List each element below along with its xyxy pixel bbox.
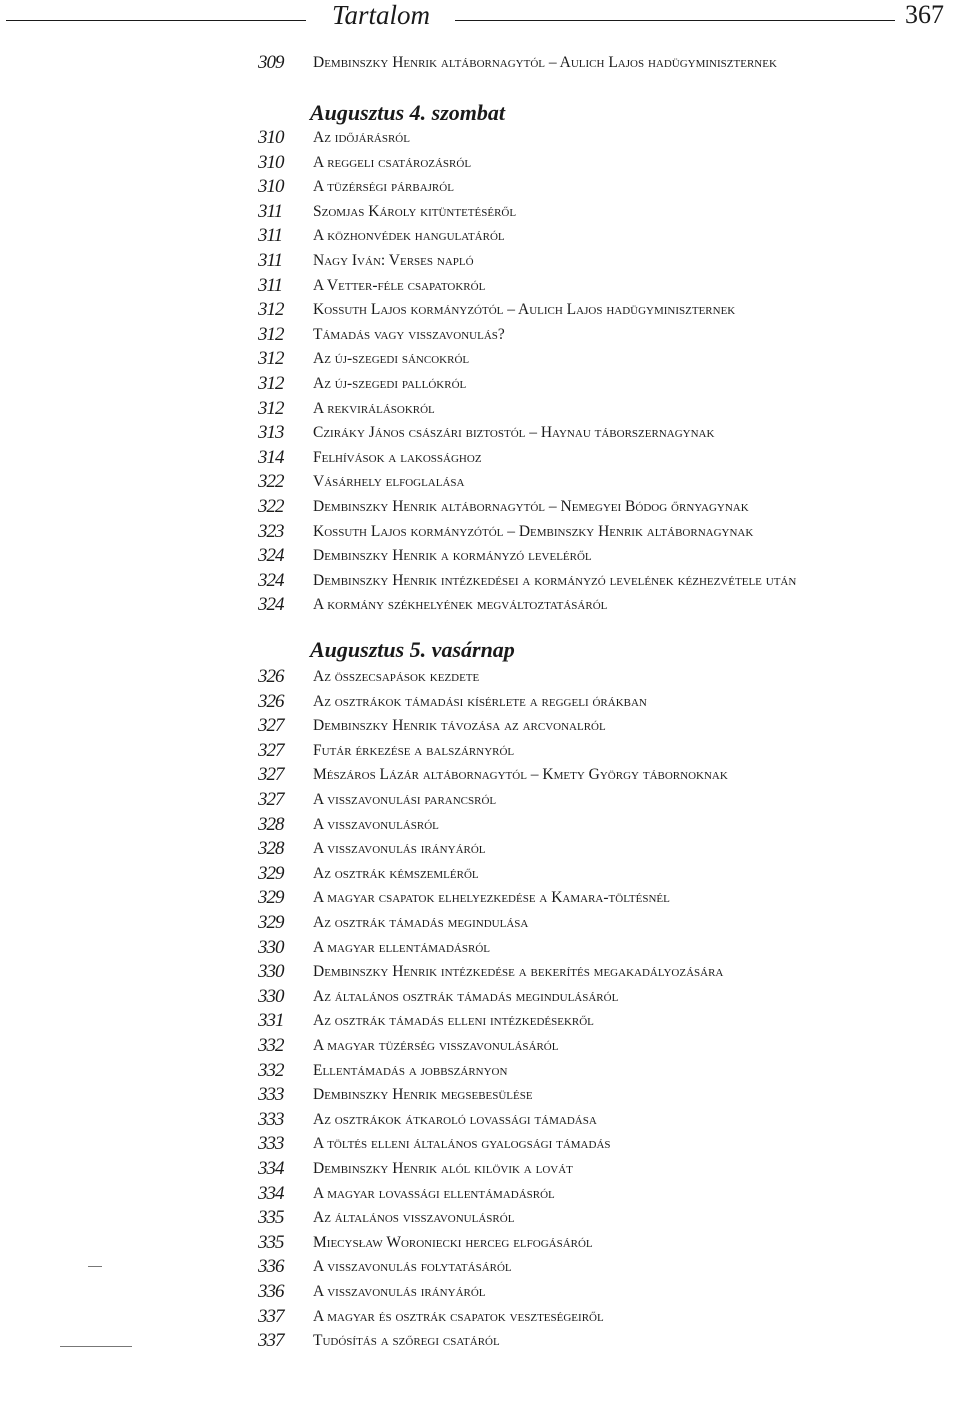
entry-page-number: 323 — [258, 521, 284, 542]
entry-page-number: 327 — [258, 715, 284, 736]
entry-title: A visszavonulás irányáról — [313, 1283, 486, 1300]
entry-page-number: 309 — [258, 52, 284, 73]
entry-page-number: 311 — [258, 250, 283, 271]
entry-title: Dembinszky Henrik alól kilövik a lovát — [313, 1160, 573, 1177]
entry-title: A Vetter-féle csapatokról — [313, 277, 486, 294]
entry-title: Az osztrák támadás megindulása — [313, 914, 529, 931]
entry-page-number: 333 — [258, 1133, 284, 1154]
entry-page-number: 332 — [258, 1060, 284, 1081]
entry-title: Mészáros Lázár altábornagytól – Kmety György tábornoknak — [313, 766, 728, 783]
entry-page-number: 330 — [258, 937, 284, 958]
entry-title: Az osztrákok átkaroló lovassági támadása — [313, 1111, 597, 1128]
page-number: 367 — [905, 0, 944, 29]
entry-page-number: 312 — [258, 324, 284, 345]
entry-title: A magyar lovassági ellentámadásról — [313, 1185, 555, 1202]
entry-title: A magyar csapatok elhelyezkedése a Kamara-töltésnél — [313, 889, 670, 906]
entry-title: Dembinszky Henrik altábornagytól – Nemegyei Bódog őrnyagynak — [313, 498, 749, 515]
entry-title: Az osztrák támadás elleni intézkedésekről — [313, 1012, 594, 1029]
entry-title: Kossuth Lajos kormányzótól – Dembinszky Henrik altábornagynak — [313, 523, 754, 540]
entry-page-number: 310 — [258, 176, 284, 197]
entry-page-number: 334 — [258, 1183, 284, 1204]
entry-page-number: 329 — [258, 887, 284, 908]
entry-page-number: 329 — [258, 863, 284, 884]
entry-title: A visszavonulás folytatásáról — [313, 1258, 512, 1275]
entry-title: Dembinszky Henrik altábornagytól – Aulich Lajos hadügyminiszternek — [313, 54, 777, 71]
header-rule-left — [6, 20, 306, 21]
entry-title: A tüzérségi párbajról — [313, 178, 454, 195]
entry-title: A visszavonulás irányáról — [313, 840, 486, 857]
entry-page-number: 326 — [258, 666, 284, 687]
entry-title: A magyar és osztrák csapatok veszteségeiről — [313, 1308, 604, 1325]
entry-title: Tudósítás a szőregi csatáról — [313, 1332, 500, 1349]
entry-page-number: 337 — [258, 1330, 284, 1351]
entry-title: Az általános osztrák támadás megindulásáról — [313, 988, 619, 1005]
entry-page-number: 335 — [258, 1207, 284, 1228]
entry-title: Felhívások a lakossághoz — [313, 449, 482, 466]
entry-page-number: 312 — [258, 398, 284, 419]
day-heading: Augusztus 5. vasárnap — [310, 637, 515, 662]
entry-title: Az összecsapások kezdete — [313, 668, 480, 685]
entry-title: Szomjas Károly kitüntetéséről — [313, 203, 517, 220]
running-head-title: Tartalom — [331, 0, 431, 30]
entry-page-number: 328 — [258, 838, 284, 859]
margin-mark — [88, 1266, 102, 1267]
entry-page-number: 324 — [258, 545, 284, 566]
entry-page-number: 310 — [258, 127, 284, 148]
entry-page-number: 337 — [258, 1306, 284, 1327]
entry-page-number: 330 — [258, 986, 284, 1007]
entry-page-number: 333 — [258, 1084, 284, 1105]
entry-title: Nagy Iván: Verses napló — [313, 252, 474, 269]
entry-page-number: 333 — [258, 1109, 284, 1130]
entry-page-number: 328 — [258, 814, 284, 835]
entry-page-number: 322 — [258, 496, 284, 517]
entry-title: Az új-szegedi sáncokról — [313, 350, 470, 367]
entry-title: Dembinszky Henrik távozása az arcvonalról — [313, 717, 606, 734]
entry-page-number: 327 — [258, 740, 284, 761]
entry-title: Vásárhely elfoglalása — [313, 473, 465, 490]
entry-page-number: 322 — [258, 471, 284, 492]
entry-page-number: 327 — [258, 789, 284, 810]
entry-title: Az osztrák kémszemléről — [313, 865, 479, 882]
entry-title: Ellentámadás a jobbszárnyon — [313, 1062, 508, 1079]
entry-page-number: 313 — [258, 422, 284, 443]
entry-title: A közhonvédek hangulatáról — [313, 227, 505, 244]
day-heading: Augusztus 4. szombat — [310, 100, 506, 125]
entry-title: A visszavonulási parancsról — [313, 791, 497, 808]
entry-page-number: 311 — [258, 201, 283, 222]
entry-page-number: 330 — [258, 961, 284, 982]
entry-title: Miecysław Woroniecki herceg elfogásáról — [313, 1234, 593, 1251]
entry-title: Támadás vagy visszavonulás? — [313, 326, 505, 343]
entry-page-number: 312 — [258, 299, 284, 320]
entry-title: Dembinszky Henrik megsebesülése — [313, 1086, 533, 1103]
entry-title: A töltés elleni általános gyalogsági támadás — [313, 1135, 611, 1152]
entry-page-number: 310 — [258, 152, 284, 173]
entry-title: Az osztrákok támadási kísérlete a reggeli órákban — [313, 693, 647, 710]
entry-title: Cziráky János császári biztostól – Haynau táborszernagynak — [313, 424, 715, 441]
entry-page-number: 324 — [258, 594, 284, 615]
entry-title: Dembinszky Henrik a kormányzó leveléről — [313, 547, 592, 564]
entry-page-number: 324 — [258, 570, 284, 591]
entry-title: A rekvirálásokról — [313, 400, 435, 417]
entry-page-number: 314 — [258, 447, 284, 468]
entry-page-number: 331 — [258, 1010, 284, 1031]
entry-title: A kormány székhelyének megváltoztatásáról — [313, 596, 608, 613]
entry-page-number: 335 — [258, 1232, 284, 1253]
entry-page-number: 327 — [258, 764, 284, 785]
entry-page-number: 326 — [258, 691, 284, 712]
entry-title: A magyar tüzérség visszavonulásáról — [313, 1037, 559, 1054]
entry-title: A visszavonulásról — [313, 816, 439, 833]
entry-page-number: 336 — [258, 1281, 284, 1302]
entry-page-number: 311 — [258, 275, 283, 296]
entry-title: Az általános visszavonulásról — [313, 1209, 515, 1226]
entry-title: Az új-szegedi pallókról — [313, 375, 467, 392]
entry-title: A reggeli csatározásról — [313, 154, 472, 171]
entry-page-number: 311 — [258, 225, 283, 246]
entry-page-number: 332 — [258, 1035, 284, 1056]
entry-title: Kossuth Lajos kormányzótól – Aulich Lajos hadügyminiszternek — [313, 301, 736, 318]
entry-title: Futár érkezése a balszárnyról — [313, 742, 515, 759]
entry-page-number: 329 — [258, 912, 284, 933]
margin-mark — [60, 1346, 132, 1347]
entry-page-number: 336 — [258, 1256, 284, 1277]
entry-title: Dembinszky Henrik intézkedései a kormányzó levelének kézhezvétele után — [313, 572, 797, 589]
entry-title: A magyar ellentámadásról — [313, 939, 490, 956]
entry-page-number: 334 — [258, 1158, 284, 1179]
entry-page-number: 312 — [258, 373, 284, 394]
entry-title: Dembinszky Henrik intézkedése a bekerítés megakadályozására — [313, 963, 724, 980]
entry-page-number: 312 — [258, 348, 284, 369]
entry-title: Az időjárásról — [313, 129, 410, 146]
header-rule-right — [455, 20, 895, 21]
